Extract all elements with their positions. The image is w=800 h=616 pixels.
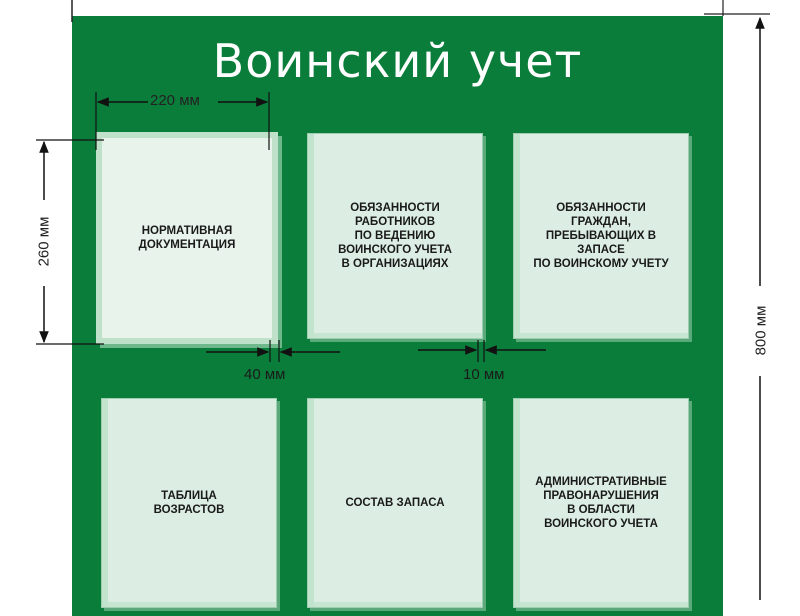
pocket-label: ТАБЛИЦА ВОЗРАСТОВ (153, 490, 225, 516)
pocket-label: СОСТАВ ЗАПАСА (345, 497, 445, 509)
pocket-label: ОБЯЗАННОСТИ РАБОТНИКОВ ПО ВЕДЕНИЮ ВОИНСКОГО УЧЕТА В ОРГАНИЗАЦИЯХ (338, 202, 452, 270)
pocket-label: ОБЯЗАННОСТИ ГРАЖДАН, ПРЕБЫВАЮЩИХ В ЗАПАСЕ ПО ВОИНСКОМУ УЧЕТУ (533, 202, 669, 270)
pocket-label: АДМИНИСТРАТИВНЫЕ ПРАВОНАРУШЕНИЯ В ОБЛАСТИ ВОИНСКОГО УЧЕТА (535, 476, 667, 530)
gap-40-label: 40 мм (244, 366, 286, 383)
stand-title: Воинский учет (212, 34, 583, 88)
pocket-height-label: 260 мм (35, 216, 53, 267)
pocket-width-label: 220 мм (150, 92, 200, 109)
board-height-label: 800 мм (752, 305, 770, 356)
gap-10-label: 10 мм (463, 366, 505, 383)
pocket-label: НОРМАТИВНАЯ ДОКУМЕНТАЦИЯ (138, 225, 236, 251)
